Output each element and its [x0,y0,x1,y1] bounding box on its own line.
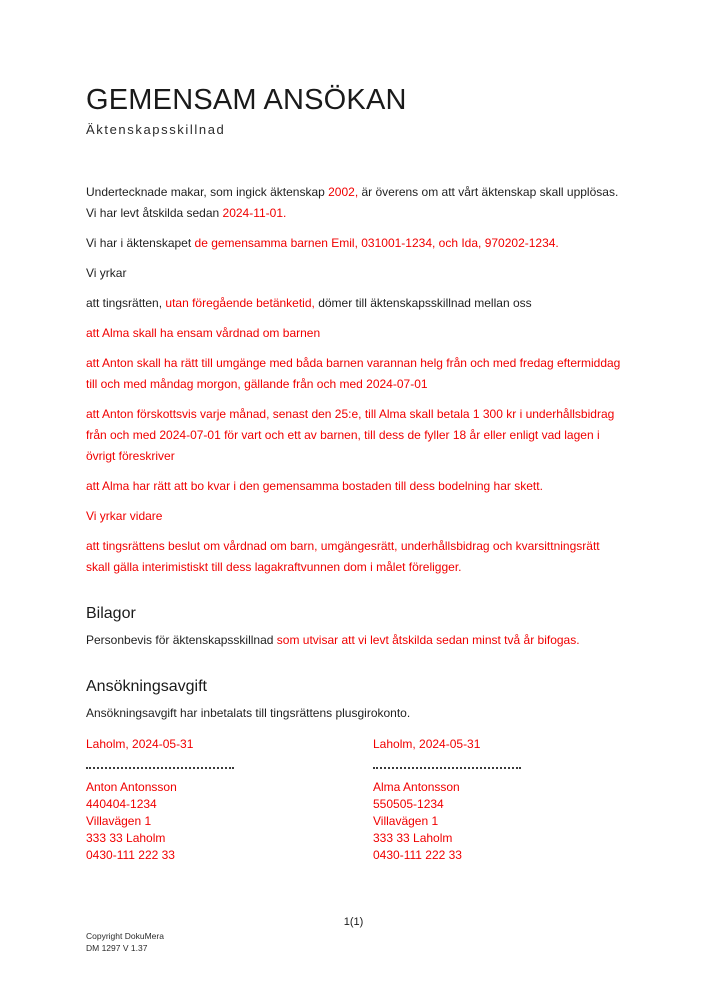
signer-personal-number-right: 550505-1234 [373,797,444,812]
place-date-right: Laholm, 2024-05-31 [373,737,481,752]
intro-text: Undertecknade makar, som ingick äktenskap [86,185,329,200]
signature-line-left [86,767,234,769]
paragraph-claim-residence: att Alma har rätt att bo kvar i den gemensamma bostaden till dess bodelning har skett. [86,479,543,494]
document-id-text: DM 1297 V 1.37 [86,942,148,953]
paragraph-children [86,233,621,254]
paragraph-bilagor [86,630,621,651]
signer-phone-left: 0430-111 222 33 [86,848,175,863]
signer-street-right: Villavägen 1 [373,814,439,829]
paragraph-vi-yrkar: Vi yrkar [86,266,127,281]
signer-postal-city-left: 333 33 Laholm [86,831,166,846]
page-number: 1(1) [343,916,364,928]
paragraph-vi-yrkar-vidare: Vi yrkar vidare [86,509,163,524]
signature-block-right [373,734,621,864]
document-content [86,84,621,864]
copyright-block [86,931,164,954]
signer-street-left: Villavägen 1 [86,814,152,829]
intro-text-2: är överens om att vårt äktenskap skall upplösas. Vi har levt åtskilda sedan [86,185,619,221]
paragraph-ansokningsavgift: Ansökningsavgift har inbetalats till tingsrättens plusgirokonto. [86,706,411,721]
place-date-left: Laholm, 2024-05-31 [86,737,194,752]
paragraph-claim-support: att Anton förskottsvis varje månad, senast den 25:e, till Alma skall betala 1 300 kr i underhållsbidrag från och med 2024-07-01 för vart och ett av barnen, till dess de fyller 18 år eller enligt vad lagen i övrigt föreskriver [86,407,615,464]
children-label: Vi har i äktenskapet [86,236,195,251]
copyright-text: Copyright DokuMera [86,931,164,941]
signature-line-right [373,767,521,769]
signer-phone-right: 0430-111 222 33 [373,848,462,863]
paragraph-claim-divorce [86,293,621,314]
signer-name-left: Anton Antonsson [86,780,177,795]
signature-block-left [86,734,373,864]
bilagor-text: Personbevis för äktenskapsskillnad [86,633,277,648]
children-names-value: de gemensamma barnen Emil, 031001-1234, och Ida, 970202-1234. [194,236,559,251]
separation-date-value: 2024-11-01. [222,206,287,221]
section-heading-ansokningsavgift: Ansökningsavgift [86,678,207,696]
section-heading-bilagor: Bilagor [86,605,136,623]
marriage-year-value: 2002, [328,185,359,200]
bilagor-red-text: som utvisar att vi levt åtskilda sedan minst två år bifogas. [276,633,580,648]
page-subtitle: Äktenskapsskillnad [86,122,226,138]
paragraph-claim-interim: att tingsrättens beslut om vårdnad om barn, umgängesrätt, underhållsbidrag och kvarsittningsrätt skall gälla interimistiskt till dess lagakraftvunnen dom i målet föreligger. [86,539,600,575]
page-title: GEMENSAM ANSÖKAN [86,84,407,116]
paragraph-claim-custody: att Alma skall ha ensam vårdnad om barnen [86,326,321,341]
signer-name-right: Alma Antonsson [373,780,460,795]
claim-divorce-text-2: dömer till äktenskapsskillnad mellan oss [314,296,532,311]
paragraph-intro [86,182,621,224]
signer-personal-number-left: 440404-1234 [86,797,157,812]
betanketid-value: utan föregående betänketid, [165,296,315,311]
signer-postal-city-right: 333 33 Laholm [373,831,453,846]
paragraph-claim-visitation: att Anton skall ha rätt till umgänge med båda barnen varannan helg från och med fredag eftermiddag till och med måndag morgon, gällande från och med 2024-07-01 [86,356,621,392]
claim-divorce-text: att tingsrätten, [86,296,166,311]
signature-area [86,734,621,864]
